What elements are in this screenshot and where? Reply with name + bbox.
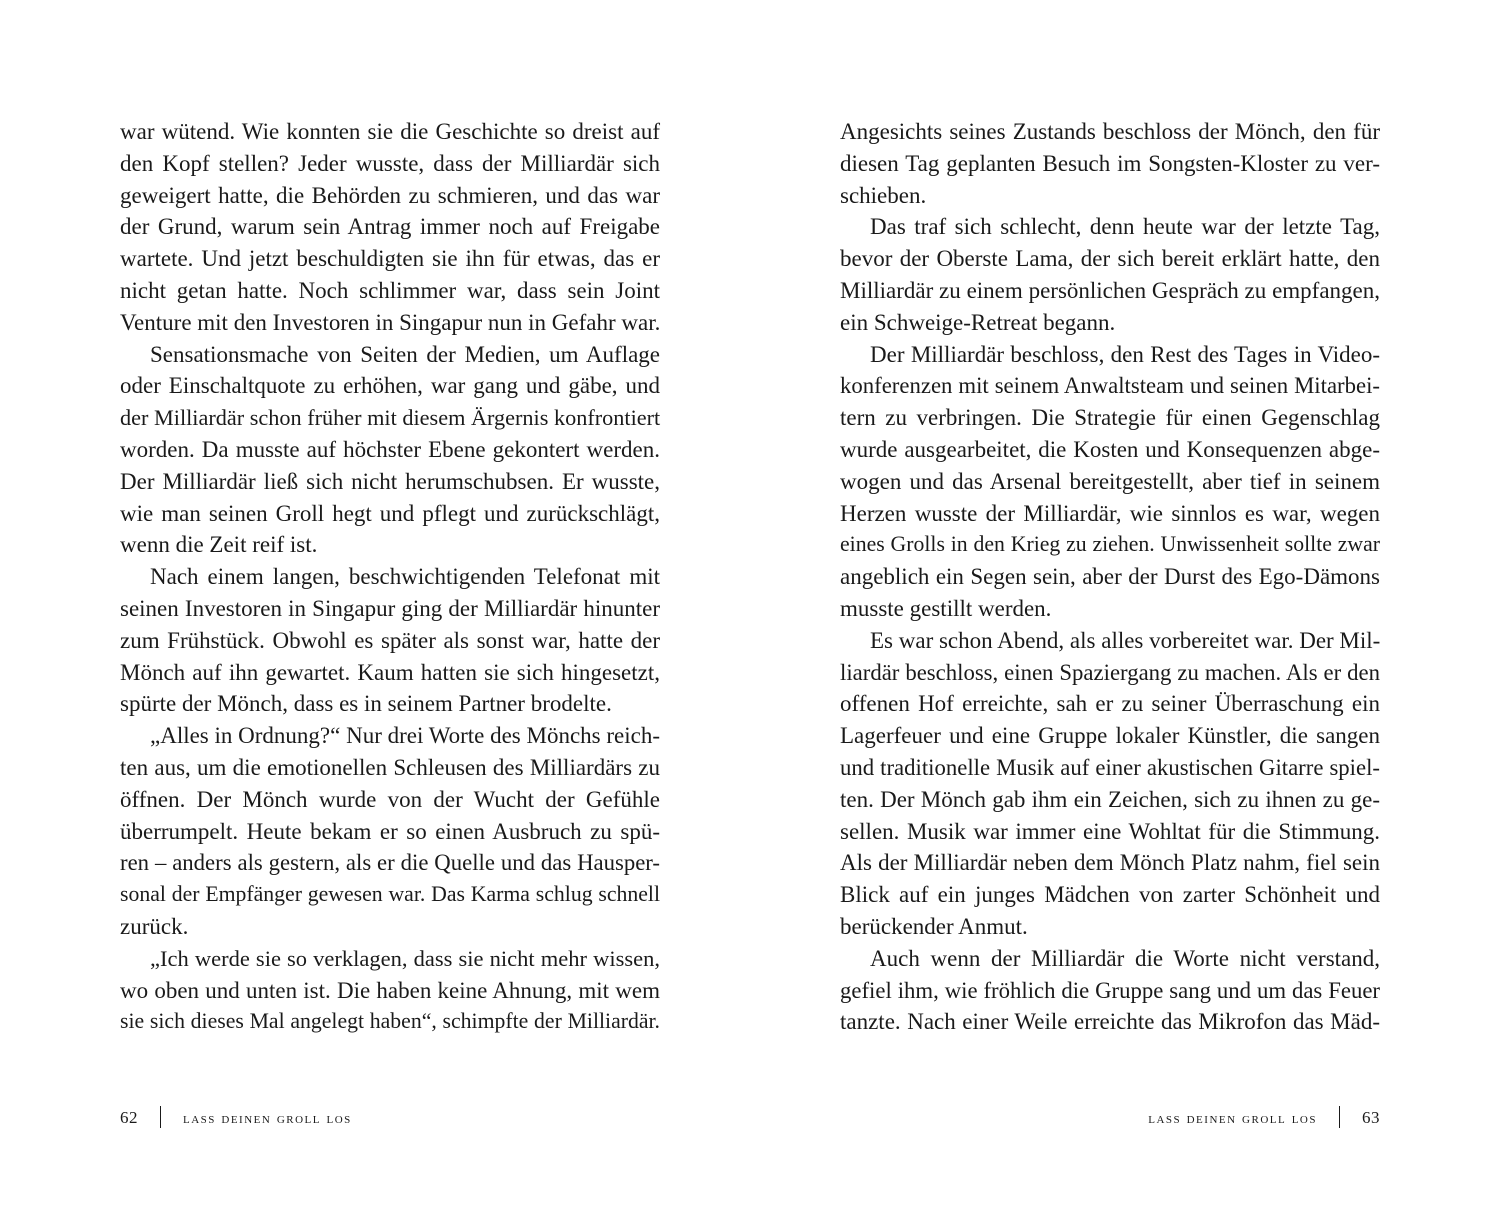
text-line: geweigert hatte, die Behörden zu schmieren, und das war — [120, 182, 660, 208]
text-line: wartete. Und jetzt beschuldigten sie ihn für etwas, das er — [120, 246, 660, 272]
text-line: sonal der Empfänger gewesen war. Das Karma schlug schnell — [120, 882, 660, 907]
left-page-footer — [120, 1104, 352, 1132]
right-page-text — [840, 116, 1380, 1038]
text-line: öffnen. Der Mönch wurde von der Wucht der Gefühle — [120, 786, 660, 812]
text-line: „Alles in Ordnung?“ Nur drei Worte des Mönchs reich- — [150, 723, 660, 749]
text-line: wurde ausgearbeitet, die Kosten und Konsequenzen abge- — [840, 436, 1380, 462]
page-number: 63 — [1362, 1108, 1380, 1127]
left-page-text — [120, 116, 660, 1038]
text-line: konferenzen mit seinem Anwaltsteam und seinen Mitarbei- — [840, 373, 1380, 399]
text-line: Angesichts seines Zustands beschloss der Mönch, den für — [840, 119, 1380, 144]
text-line: war wütend. Wie konnten sie die Geschichte so dreist auf — [120, 119, 660, 144]
text-line: tanzte. Nach einer Weile erreichte das Mikrofon das Mäd- — [840, 1009, 1380, 1035]
text-line: worden. Da musste auf höchster Ebene gekontert werden. — [120, 436, 660, 462]
text-line: Mönch auf ihn gewartet. Kaum hatten sie sich hingesetzt, — [120, 659, 660, 685]
text-line: Sensationsmache von Seiten der Medien, um Auflage — [150, 341, 660, 367]
text-line: sie sich dieses Mal angelegt haben“, schimpfte der Milliardär. — [120, 1009, 660, 1034]
text-line: sellen. Musik war immer eine Wohltat für die Stimmung. — [840, 818, 1380, 844]
text-line: Milliardär zu einem persönlichen Gespräch zu empfangen, — [840, 277, 1380, 303]
page-number: 62 — [120, 1108, 138, 1127]
text-line: angeblich ein Segen sein, aber der Durst des Ego-Dämons — [840, 564, 1380, 590]
text-line: offenen Hof erreichte, sah er zu seiner Überraschung ein — [840, 691, 1380, 717]
text-line: Auch wenn der Milliardär die Worte nicht verstand, — [870, 945, 1380, 971]
running-title: lass deinen groll los — [1148, 1110, 1317, 1127]
text-line: Herzen wusste der Milliardär, wie sinnlos es war, wegen — [840, 500, 1380, 526]
text-line: Es war schon Abend, als alles vorbereitet war. Der Mil- — [870, 627, 1381, 653]
text-line: den Kopf stellen? Jeder wusste, dass der Milliardär sich — [120, 150, 660, 176]
text-line: überrumpelt. Heute bekam er so einen Ausbruch zu spü- — [120, 818, 660, 844]
text-line: eines Grolls in den Krieg zu ziehen. Unwissenheit sollte zwar — [840, 532, 1380, 557]
text-line: liardär beschloss, einen Spaziergang zu machen. Als er den — [840, 659, 1380, 685]
text-line: seinen Investoren in Singapur ging der Milliardär hinunter — [120, 595, 660, 621]
text-line: Der Milliardär beschloss, den Rest des Tages in Video- — [870, 341, 1380, 367]
text-line: Der Milliardär ließ sich nicht herumschubsen. Er wusste, — [120, 468, 660, 494]
text-line: ein Schweige-Retreat begann. — [840, 309, 1116, 335]
text-line: diesen Tag geplanten Besuch im Songsten-Kloster zu ver- — [840, 150, 1380, 176]
text-line: wo oben und unten ist. Die haben keine Ahnung, mit wem — [120, 977, 660, 1003]
text-line: spürte der Mönch, dass es in seinem Partner brodelte. — [120, 691, 612, 717]
text-line: schieben. — [840, 182, 927, 208]
text-line: gefiel ihm, wie fröhlich die Gruppe sang und um das Feuer — [840, 977, 1380, 1003]
text-line: wogen und das Arsenal bereitgestellt, aber tief in seinem — [840, 468, 1380, 494]
text-line: Nach einem langen, beschwichtigenden Telefonat mit — [150, 564, 660, 590]
text-line: wenn die Zeit reif ist. — [120, 532, 318, 558]
text-line: Venture mit den Investoren in Singapur nun in Gefahr war. — [120, 309, 661, 335]
text-line: Das traf sich schlecht, denn heute war der letzte Tag, — [870, 214, 1380, 240]
footer-divider — [160, 1106, 161, 1128]
text-line: musste gestillt werden. — [840, 595, 1052, 621]
text-line: bevor der Oberste Lama, der sich bereit erklärt hatte, den — [840, 246, 1380, 272]
text-line: und traditionelle Musik auf einer akustischen Gitarre spiel- — [840, 754, 1380, 780]
text-line: ren – anders als gestern, als er die Quelle und das Hausper- — [120, 850, 660, 876]
text-line: nicht getan hatte. Noch schlimmer war, dass sein Joint — [120, 277, 660, 303]
text-line: Als der Milliardär neben dem Mönch Platz nahm, fiel sein — [840, 850, 1380, 876]
running-title: lass deinen groll los — [183, 1110, 352, 1127]
footer-divider — [1339, 1106, 1340, 1128]
text-line: berückender Anmut. — [840, 913, 1028, 939]
right-page-footer — [1148, 1104, 1380, 1132]
text-line: Lagerfeuer und eine Gruppe lokaler Künstler, die sangen — [840, 723, 1380, 749]
text-line: ten aus, um die emotionellen Schleusen des Milliardärs zu — [120, 754, 660, 780]
text-line: „Ich werde sie so verklagen, dass sie nicht mehr wissen, — [150, 945, 660, 971]
text-line: tern zu verbringen. Die Strategie für einen Gegenschlag — [840, 405, 1380, 431]
text-line: der Grund, warum sein Antrag immer noch auf Freigabe — [120, 214, 660, 240]
text-line: Blick auf ein junges Mädchen von zarter Schönheit und — [840, 882, 1380, 908]
text-line: zum Frühstück. Obwohl es später als sonst war, hatte der — [120, 627, 660, 653]
text-line: wie man seinen Groll hegt und pflegt und zurückschlägt, — [120, 500, 660, 526]
text-line: zurück. — [120, 913, 189, 939]
text-line: ten. Der Mönch gab ihm ein Zeichen, sich zu ihnen zu ge- — [840, 786, 1380, 812]
text-line: der Milliardär schon früher mit diesem Ärgernis konfrontiert — [120, 405, 661, 431]
text-line: oder Einschaltquote zu erhöhen, war gang und gäbe, und — [120, 373, 660, 399]
